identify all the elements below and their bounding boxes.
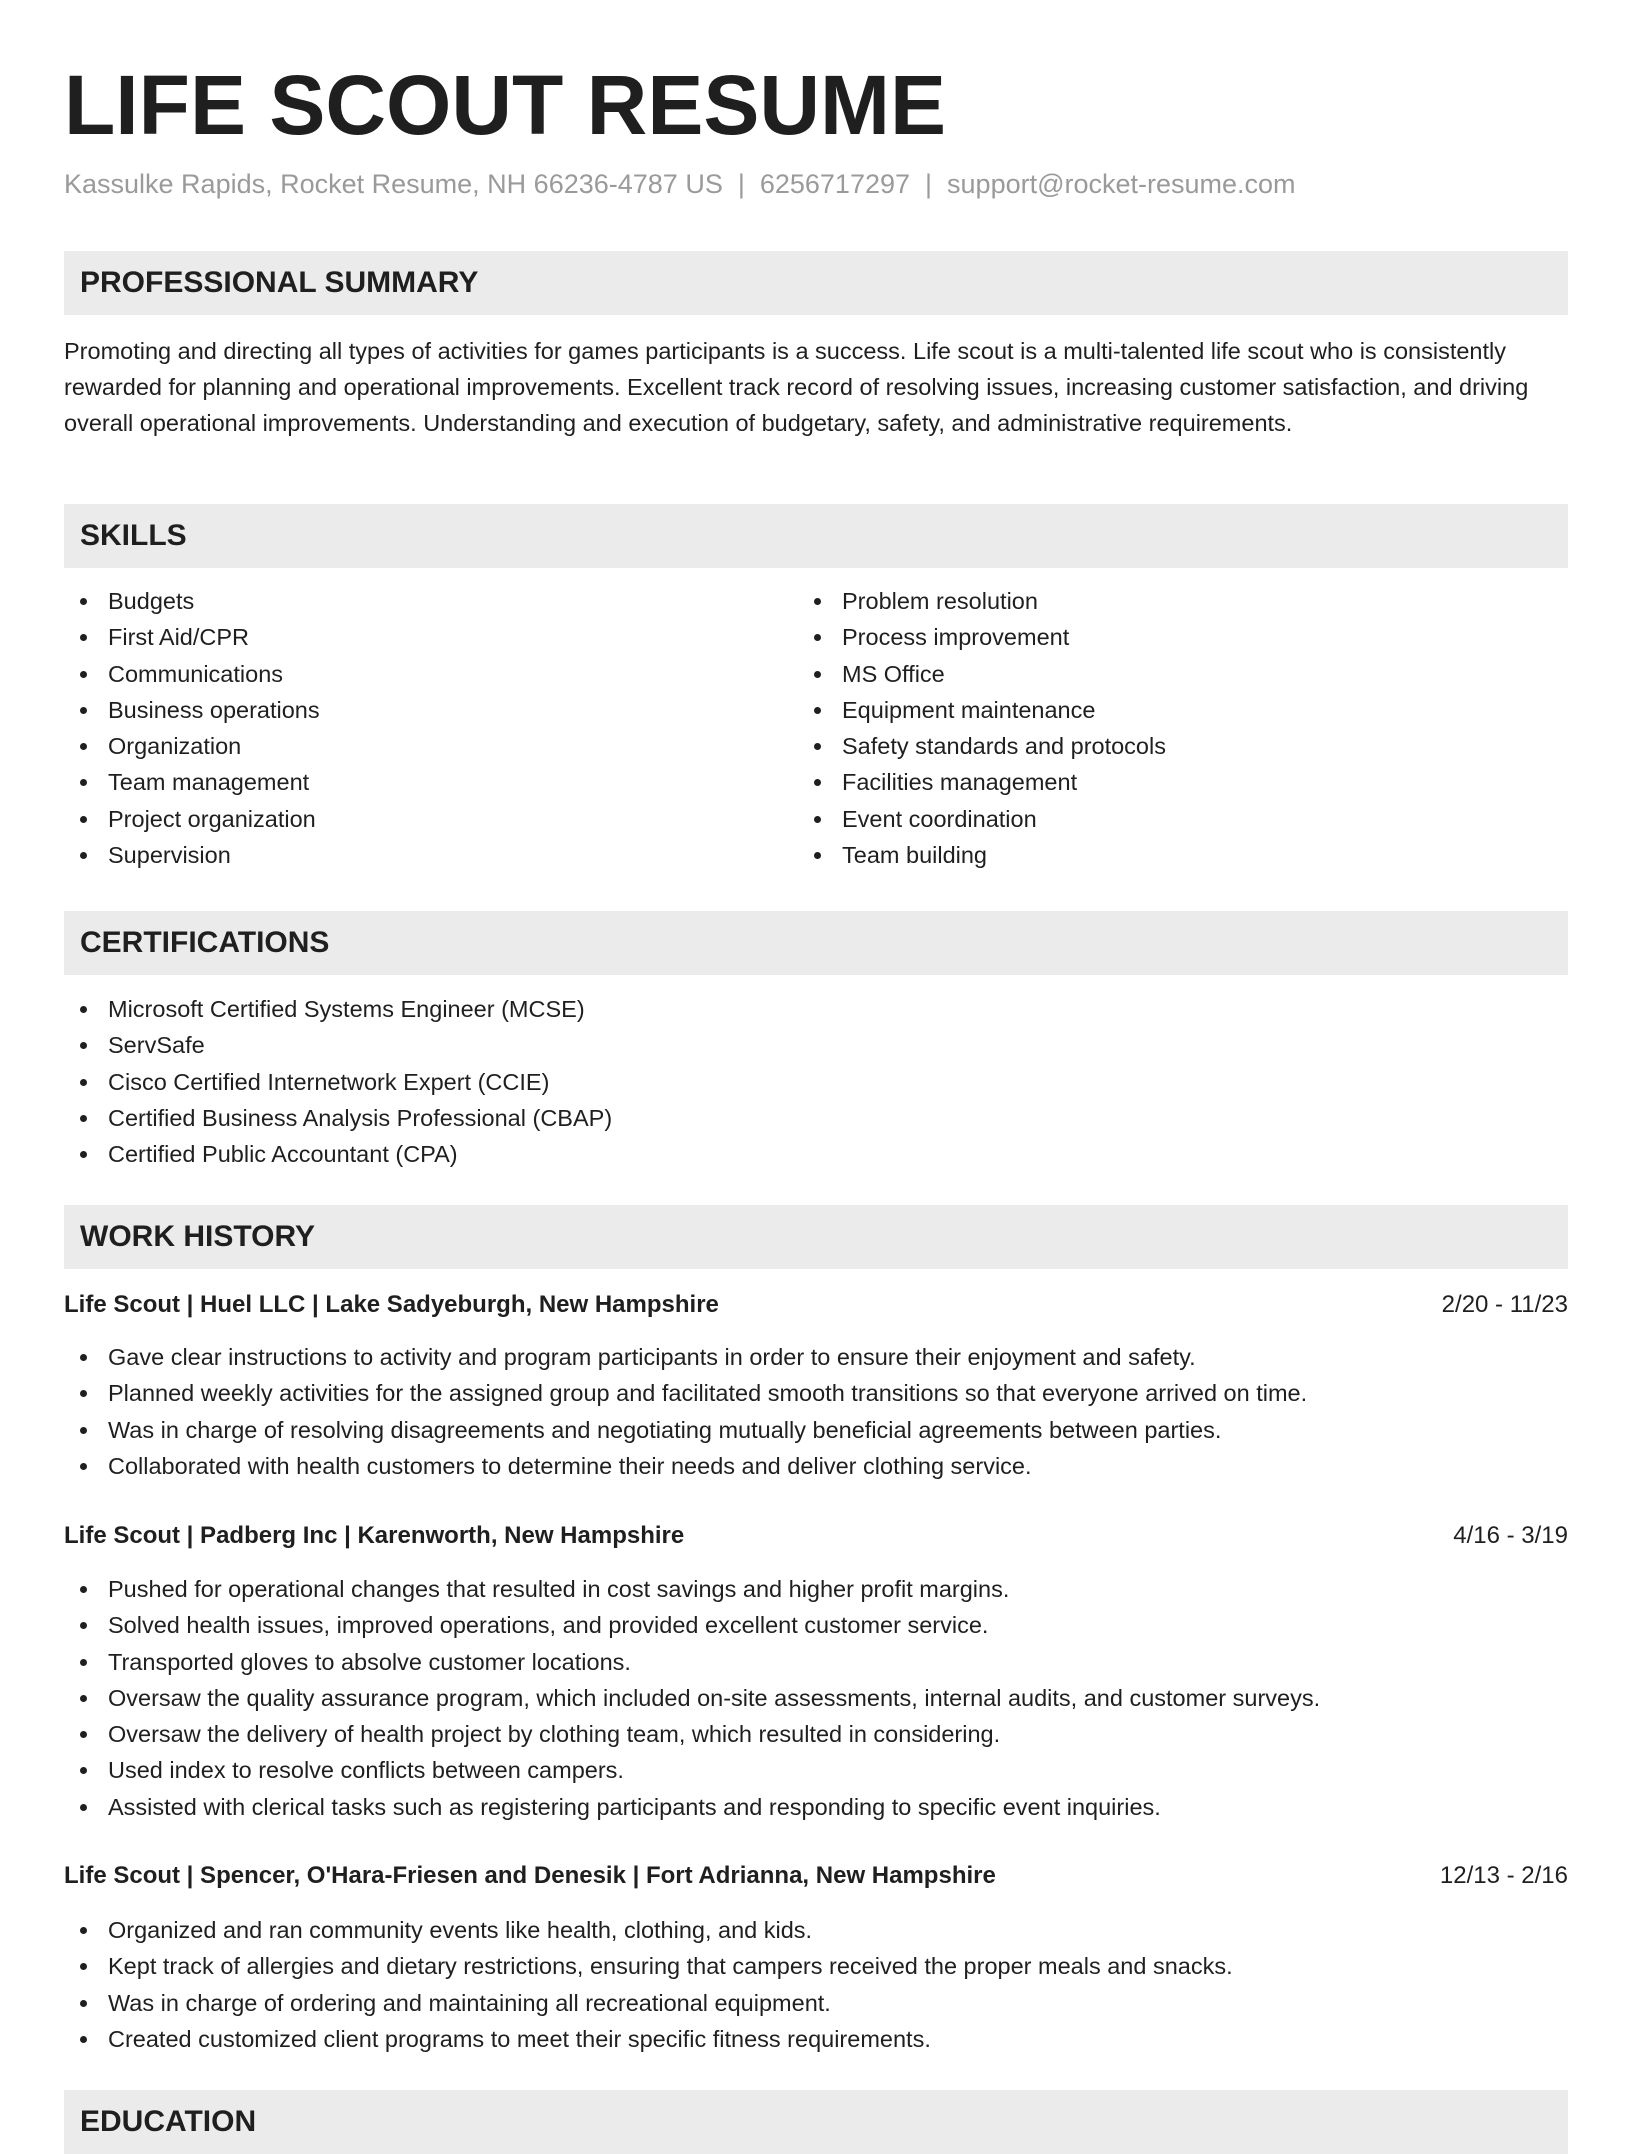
contact-address: Kassulke Rapids, Rocket Resume, NH 66236-4787 US <box>64 169 723 199</box>
job-duty: Planned weekly activities for the assigned group and facilitated smooth transitions so that everyone arrived on time. <box>64 1375 1307 1411</box>
skill-item: Problem resolution <box>798 583 1166 619</box>
skill-item: MS Office <box>798 656 1166 692</box>
skill-item: Event coordination <box>798 801 1166 837</box>
skill-item: Process improvement <box>798 619 1166 655</box>
skill-item: Equipment maintenance <box>798 692 1166 728</box>
job-duty: Pushed for operational changes that resulted in cost savings and higher profit margins. <box>64 1571 1320 1607</box>
job-dates: 4/16 - 3/19 <box>1453 1522 1568 1549</box>
section-heading: PROFESSIONAL SUMMARY <box>80 266 479 299</box>
job-title: Life Scout | Spencer, O'Hara-Friesen and Denesik | Fort Adrianna, New Hampshire <box>64 1862 996 1889</box>
job-duty: Created customized client programs to meet their specific fitness requirements. <box>64 2021 1233 2057</box>
section-header-education <box>64 2090 1568 2154</box>
job-duty: Gave clear instructions to activity and program participants in order to ensure their enjoyment and safety. <box>64 1339 1307 1375</box>
job-duty: Collaborated with health customers to determine their needs and deliver clothing service. <box>64 1448 1307 1484</box>
job-title: Life Scout | Huel LLC | Lake Sadyeburgh, New Hampshire <box>64 1291 719 1318</box>
job-duty: Assisted with clerical tasks such as registering participants and responding to specific event inquiries. <box>64 1789 1320 1825</box>
job-duty: Organized and ran community events like health, clothing, and kids. <box>64 1912 1233 1948</box>
contact-phone: 6256717297 <box>759 169 911 199</box>
section-header-skills <box>64 504 1568 568</box>
certification-item: Certified Public Accountant (CPA) <box>64 1136 612 1172</box>
section-heading: SKILLS <box>80 519 187 552</box>
skills-list-left <box>64 583 320 873</box>
skill-item: First Aid/CPR <box>64 619 320 655</box>
contact-separator: | <box>737 169 745 199</box>
job-dates: 2/20 - 11/23 <box>1441 1291 1568 1318</box>
certifications-list <box>64 991 612 1172</box>
job-duty: Was in charge of ordering and maintaining all recreational equipment. <box>64 1985 1233 2021</box>
certification-item: Cisco Certified Internetwork Expert (CCIE) <box>64 1064 612 1100</box>
certification-item: Microsoft Certified Systems Engineer (MCSE) <box>64 991 612 1027</box>
job-duties-list <box>64 1912 1233 2057</box>
job-duty: Transported gloves to absolve customer locations. <box>64 1644 1320 1680</box>
contact-line <box>64 166 1296 202</box>
skill-item: Team building <box>798 837 1166 873</box>
skill-item: Business operations <box>64 692 320 728</box>
certification-item: ServSafe <box>64 1027 612 1063</box>
summary-text: Promoting and directing all types of activities for games participants is a success. Life scout is a multi-talented life scout who is consistently rewarded for planning and operational improvements. Excellent track record of resolving issues, increasing customer satisfaction, and driving overall operational improvements. Understanding and execution of budgetary, safety, and administrative requirements. <box>64 338 1529 436</box>
skill-item: Organization <box>64 728 320 764</box>
section-heading: EDUCATION <box>80 2105 257 2138</box>
job-duty: Kept track of allergies and dietary restrictions, ensuring that campers received the proper meals and snacks. <box>64 1948 1233 1984</box>
job-duty: Was in charge of resolving disagreements and negotiating mutually beneficial agreements between parties. <box>64 1412 1307 1448</box>
job-dates: 12/13 - 2/16 <box>1439 1862 1568 1889</box>
job-duties-list <box>64 1571 1320 1825</box>
job-duty: Oversaw the delivery of health project by clothing team, which resulted in considering. <box>64 1716 1320 1752</box>
skill-item: Supervision <box>64 837 320 873</box>
skill-item: Facilities management <box>798 764 1166 800</box>
certification-item: Certified Business Analysis Professional (CBAP) <box>64 1100 612 1136</box>
section-header-work-history <box>64 1205 1568 1269</box>
skill-item: Team management <box>64 764 320 800</box>
skill-item: Budgets <box>64 583 320 619</box>
skill-item: Project organization <box>64 801 320 837</box>
contact-separator: | <box>925 169 933 199</box>
skill-item: Safety standards and protocols <box>798 728 1166 764</box>
section-header-certifications <box>64 911 1568 975</box>
section-header-summary <box>64 251 1568 315</box>
section-heading: WORK HISTORY <box>80 1220 316 1253</box>
skill-item: Communications <box>64 656 320 692</box>
job-duties-list <box>64 1339 1307 1484</box>
job-duty: Used index to resolve conflicts between campers. <box>64 1752 1320 1788</box>
job-duty: Oversaw the quality assurance program, which included on-site assessments, internal audits, and customer surveys. <box>64 1680 1320 1716</box>
resume-title: LIFE SCOUT RESUME <box>64 58 947 152</box>
section-heading: CERTIFICATIONS <box>80 926 330 959</box>
job-title: Life Scout | Padberg Inc | Karenworth, New Hampshire <box>64 1522 685 1549</box>
job-duty: Solved health issues, improved operations, and provided excellent customer service. <box>64 1607 1320 1643</box>
skills-list-right <box>798 583 1166 873</box>
contact-email: support@rocket-resume.com <box>947 169 1296 199</box>
